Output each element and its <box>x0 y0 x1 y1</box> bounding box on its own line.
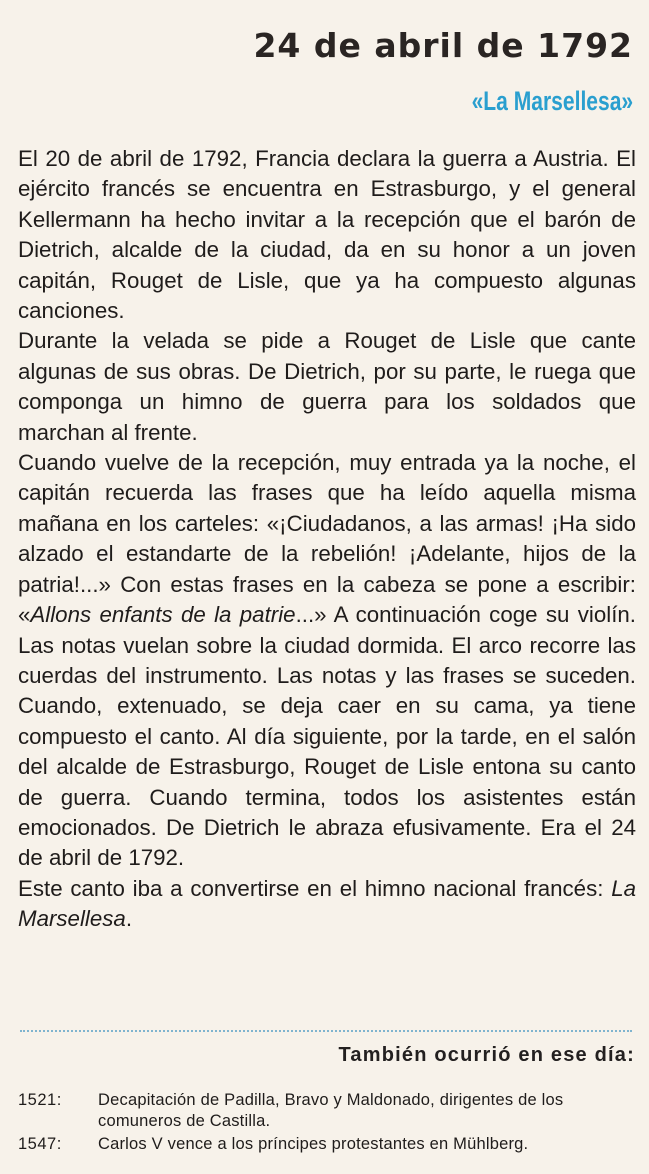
event-text: Carlos V vence a los príncipes protestantes en Mühlberg. <box>98 1135 529 1153</box>
article-body <box>18 144 636 935</box>
event-item <box>18 1134 638 1155</box>
song-title: «La Marsellesa» <box>471 86 633 116</box>
paragraph-2 <box>18 326 636 448</box>
italic-quote: Allons enfants de la patrie <box>30 602 296 628</box>
paragraph-1 <box>18 144 636 326</box>
event-year: 1547: <box>18 1135 62 1153</box>
date-title: 24 de abril de 1792 <box>253 26 633 65</box>
event-year: 1521: <box>18 1091 62 1109</box>
paragraph-text: ...» A continuación coge su violín. Las notas vuelan sobre la ciudad dormida. El arco recorre las cuerdas del instrumento. Las notas y las frases se suceden. Cuando, extenuado, se deja caer en su cama, ya tiene compuesto el canto. Al día siguiente, por la tarde, en el salón del alcalde de Estrasburgo, Rouget de Lisle entona su canto de guerra. Cuando termina, todos los asistentes están emocionados. De Dietrich le abraza efusivamente. Era el 24 de abril de 1792. <box>18 602 637 871</box>
paragraph-text: Este canto iba a convertirse en el himno nacional francés: <box>18 875 612 901</box>
event-item <box>18 1090 638 1132</box>
paragraph-text: El 20 de abril de 1792, Francia declara la guerra a Austria. El ejército francés se encuentra en Estrasburgo, y el general Kellermann ha hecho invitar a la recepción que el barón de Dietrich, alcalde de la ciudad, da en su honor a un joven capitán, Rouget de Lisle, que ya ha compuesto algunas canciones. <box>18 146 636 324</box>
italic-title: La Marsellesa <box>18 875 636 932</box>
section-divider <box>20 1030 632 1032</box>
paragraph-text: . <box>125 906 133 932</box>
paragraph-text: Durante la velada se pide a Rouget de Lisle que cante algunas de sus obras. De Dietrich, por su parte, le ruega que componga un himno de guerra para los soldados que marchan al frente. <box>18 328 636 445</box>
also-happened-heading: También ocurrió en ese día: <box>338 1044 635 1066</box>
events-list <box>18 1090 638 1157</box>
paragraph-text: Cuando vuelve de la recepción, muy entrada ya la noche, el capitán recuerda las frases que ha leído aquella misma mañana en los carteles: «¡Ciudadanos, a las armas! ¡Ha sido alzado el estandarte de la rebelión! ¡Adelante, hijos de la patria!...» Con estas frases en la cabeza se pone a escribir: « <box>18 450 636 628</box>
paragraph-3 <box>18 448 636 874</box>
event-text: Decapitación de Padilla, Bravo y Maldonado, dirigentes de los comuneros de Castilla. <box>98 1091 564 1130</box>
paragraph-4 <box>18 874 636 935</box>
